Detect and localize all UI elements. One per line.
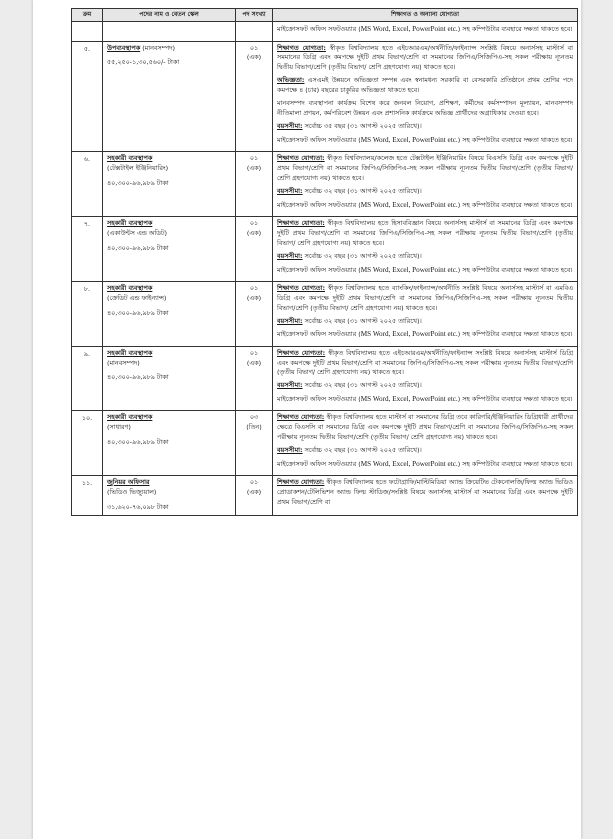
- serial-cell: [72, 346, 103, 411]
- age-limit-text: বয়সসীমা: সর্বোচ্চ ৩২ বছর (৩১ আগস্ট ২০২৫ তারিখে)।: [277, 316, 422, 325]
- age-limit-label: বয়সসীমা:: [277, 186, 303, 195]
- count-cell: [236, 346, 273, 411]
- table-row: [72, 216, 578, 281]
- post-count: ০১: [249, 283, 259, 292]
- serial-cell: [72, 476, 103, 516]
- post-title: সহকারী ব্যবস্থাপক: [107, 413, 153, 422]
- count-cell: [236, 411, 273, 476]
- computer-skill-text: মাইক্রোসফট অফিস সফটওয়্যার (MS Word, Excel, PowerPoint etc.) সহ কম্পিউটার ব্যবহারে দক্ষতা থাকতে হবে।: [277, 200, 573, 209]
- pay-scale: ৪০,৩০০-৯৬,৯৮৯ টাকা: [107, 178, 169, 187]
- education-text: শিক্ষাগত যোগ্যতা: স্বীকৃত বিশ্ববিদ্যালয় হতে ফটোগ্রাফি/মাল্টিমিডিয়া অ্যান্ড ক্রিয়েটিভ টেকনোলজি/ফিল্ম অ্যান্ড ভিডিও প্রোডাকশন/টেলিভিশন অ্যান্ড ফিল্ম স্টাডিজ/সংশ্লিষ্ট বিষয়ে অনার্সসহ মাস্টার্স বা সমমানের ডিগ্রি এবং কমপক্ষে দুইটি প্রথম বিভাগ/শ্রেণি বা: [277, 478, 573, 507]
- age-limit-text: বয়সসীমা: সর্বোচ্চ ৩৫ বছর (৩১ আগস্ট ২০২৫ তারিখে)।: [277, 122, 422, 130]
- post-department: (একাউন্টস এন্ড অডিট): [107, 228, 167, 237]
- post-count: ০১: [249, 43, 259, 52]
- age-limit-label: বয়সসীমা:: [277, 446, 303, 455]
- requirements-cell: [273, 216, 578, 281]
- post-title: সহকারী ব্যবস্থাপক: [107, 283, 153, 292]
- count-cell: [236, 281, 273, 346]
- education-label: শিক্ষাগত যোগ্যতা:: [277, 43, 326, 52]
- serial-cell: [72, 152, 103, 217]
- age-limit-text: বয়সসীমা: সর্বোচ্চ ৩২ বছর (৩১ আগস্ট ২০২৫ তারিখে)।: [277, 446, 422, 455]
- age-limit-text: বয়সসীমা: সর্বোচ্চ ৩২ বছর (৩১ আগস্ট ২০২৫ তারিখে)।: [277, 251, 422, 260]
- serial-cell: [72, 41, 103, 152]
- age-limit-label: বয়সসীমা:: [277, 381, 303, 390]
- education-text: শিক্ষাগত যোগ্যতা: স্বীকৃত বিশ্ববিদ্যালয় হতে হিসাববিজ্ঞান বিষয়ে অনার্সসহ মাস্টার্স বা সমমানের ডিগ্রি এবং কমপক্ষে দুইটি প্রথম বিভাগ/শ্রেণি বা সমমানের জিপিএ/সিজিপিএ-সহ সকল পরীক্ষায় ন্যূনতম দ্বিতীয় বিভাগ/শ্রেণি (তৃতীয় বিভাগ/ শ্রেণি গ্রহণযোগ্য নয়) থাকতে হবে।: [277, 218, 573, 247]
- post-department: (মানবসম্পদ): [107, 358, 140, 367]
- count-cell: [236, 41, 273, 152]
- serial-number: ৭.: [83, 219, 91, 228]
- count-cell: [236, 152, 273, 217]
- document-page: [33, 0, 581, 839]
- pay-scale: ৫৫,২৫০-১,৩০,৫৬০/- টাকা: [107, 58, 180, 67]
- pay-scale: ৪০,৩০০-৯৬,৯৮৯ টাকা: [107, 438, 169, 447]
- post-count: ০১: [249, 478, 259, 487]
- age-limit-label: বয়সসীমা:: [277, 316, 303, 325]
- header-serial: ক্রম: [72, 9, 103, 22]
- serial-number: ১০.: [81, 414, 93, 423]
- serial-number: ৯.: [83, 349, 91, 358]
- education-text: শিক্ষাগত যোগ্যতা: স্বীকৃত বিশ্ববিদ্যালয় হতে মাস্টার্স বা সমমানের ডিগ্রি তবে কারিগরি/ইঞ্জিনিয়ারিং ডিগ্রিধারী প্রার্থীদের ক্ষেত্রে বিএসসি বা সমমানের ডিগ্রি এবং কমপক্ষে দুইটি প্রথম বিভাগ/শ্রেণি বা সমমানের জিপিএ/সিজিপিএ-সহ সকল পরীক্ষায় ন্যূনতম দ্বিতীয় বিভাগ/শ্রেণি (তৃতীয় বিভাগ/ শ্রেণি গ্রহণযোগ্য নয়) থাকতে হবে।: [277, 413, 573, 442]
- post-cell: [103, 281, 236, 346]
- post-title: সহকারী ব্যবস্থাপক: [107, 154, 153, 163]
- serial-number: ৬.: [83, 155, 91, 164]
- computer-skill-text: মাইক্রোসফট অফিস সফটওয়্যার (MS Word, Excel, PowerPoint etc.) সহ কম্পিউটার ব্যবহারে দক্ষতা থাকতে হবে।: [277, 135, 573, 144]
- serial-cell: [72, 216, 103, 281]
- table-row: [72, 41, 578, 152]
- requirements-cell: [273, 22, 578, 41]
- post-department: (সাধারণ): [107, 423, 131, 432]
- post-count-words: (এক): [246, 293, 262, 302]
- count-cell: [236, 216, 273, 281]
- count-cell: [236, 22, 273, 41]
- post-title-suffix: (মানবসম্পদ): [140, 43, 175, 52]
- age-limit-text: বয়সসীমা: সর্বোচ্চ ৩২ বছর (৩১ আগস্ট ২০২৫ তারিখে)।: [277, 186, 422, 195]
- serial-cell: [72, 281, 103, 346]
- pay-scale: ৪০,৩০০-৯৬,৯৮৯ টাকা: [107, 373, 169, 382]
- computer-skill-text: মাইক্রোসফট অফিস সফটওয়্যার (MS Word, Excel, PowerPoint etc.) সহ কম্পিউটার ব্যবহারে দক্ষতা থাকতে হবে।: [277, 265, 573, 274]
- age-limit-text: বয়সসীমা: সর্বোচ্চ ৩২ বছর (৩১ আগস্ট ২০২৫ তারিখে)।: [277, 381, 422, 390]
- post-cell: [103, 411, 236, 476]
- serial-number: ১১.: [81, 479, 93, 488]
- education-text: শিক্ষাগত যোগ্যতা: স্বীকৃত বিশ্ববিদ্যালয় হতে ব্যাংকিং/ফাইন্যান্স/অর্থনীতি সংশ্লিষ্ট বিষয়ে অনার্সসহ মাস্টার্স বা এমবিএ ডিগ্রি এবং কমপক্ষে দুইটি প্রথম বিভাগ/শ্রেণি বা সমমানের জিপিএ/সিজিপিএ-সহ সকল পরীক্ষায় ন্যূনতম দ্বিতীয় বিভাগ/শ্রেণি (তৃতীয় বিভাগ/ শ্রেণি গ্রহণযোগ্য নয়) থাকতে হবে।: [277, 283, 573, 312]
- requirements-cell: [273, 346, 578, 411]
- education-text: শিক্ষাগত যোগ্যতা: স্বীকৃত বিশ্ববিদ্যালয়/কলেজ হতে টেক্সটাইল ইঞ্জিনিয়ারিং বিষয়ে বিএসসি ডিগ্রি এবং কমপক্ষে দুইটি প্রথম বিভাগ/শ্রেণি বা সমমানের জিপিএ/সিজিপিএ-সহ সকল পরীক্ষায় ন্যূনতম দ্বিতীয় বিভাগ/শ্রেণি (তৃতীয় বিভাগ/ শ্রেণি গ্রহণযোগ্য নয়) থাকতে হবে।: [277, 154, 573, 182]
- post-cell: [103, 41, 236, 152]
- serial-number: ৫.: [83, 44, 91, 53]
- post-title: সহকারী ব্যবস্থাপক: [107, 348, 153, 357]
- post-count-words: (এক): [246, 488, 262, 497]
- education-text: শিক্ষাগত যোগ্যতা: স্বীকৃত বিশ্ববিদ্যালয় হতে এইচআরএম/অর্থনীতি/ফাইন্যান্স সংশ্লিষ্ট বিষয়ে অনার্সসহ মাস্টার্স বা সমমানের ডিগ্রি এবং কমপক্ষে দুইটি প্রথম বিভাগ/শ্রেণি বা সমমানের জিপিএ/সিজিপিএ-সহ সকল পরীক্ষায় ন্যূনতম দ্বিতীয় বিভাগ/শ্রেণি (তৃতীয় বিভাগ/ শ্রেণি গ্রহণযোগ্য নয়) থাকতে হবে।: [277, 43, 573, 72]
- post-cell: [103, 346, 236, 411]
- education-label: শিক্ষাগত যোগ্যতা:: [277, 283, 326, 292]
- post-title: সহকারী ব্যবস্থাপক: [107, 218, 153, 227]
- post-cell: [103, 476, 236, 516]
- header-requirements: শিক্ষাগত ও অন্যান্য যোগ্যতা: [273, 9, 578, 22]
- requirements-cell: [273, 281, 578, 346]
- computer-skill-text: মাইক্রোসফট অফিস সফটওয়্যার (MS Word, Excel, PowerPoint etc.) সহ কম্পিউটার ব্যবহারে দক্ষতা থাকতে হবে।: [277, 330, 573, 339]
- job-requirements-table: [71, 8, 578, 516]
- post-cell: [103, 216, 236, 281]
- pay-scale: ৪০,৩০০-৯৬,৯৮৯ টাকা: [107, 308, 169, 317]
- post-count: ০৩: [249, 413, 259, 422]
- post-department: (ক্রেডিট এন্ড ফাইন্যান্স): [107, 293, 167, 302]
- requirements-cell: [273, 411, 578, 476]
- pay-scale: ৪০,৩০০-৯৬,৯৮৯ টাকা: [107, 243, 169, 252]
- education-label: শিক্ষাগত যোগ্যতা:: [277, 478, 325, 487]
- post-count: ০১: [249, 348, 259, 357]
- requirements-cell: [273, 41, 578, 152]
- post-title: জুনিয়র অফিসার: [107, 478, 150, 487]
- education-label: শিক্ষাগত যোগ্যতা:: [277, 413, 325, 422]
- table-row: [72, 152, 578, 217]
- post-count-words: (তিন): [246, 423, 262, 432]
- post-count-words: (এক): [246, 228, 262, 237]
- table-row: [72, 411, 578, 476]
- header-post: পদের নাম ও বেতন স্কেল: [103, 9, 236, 22]
- table-row: [72, 281, 578, 346]
- post-count: ০১: [249, 154, 259, 163]
- post-department: (ভিডিও ভিজ্যুয়াল): [107, 488, 157, 497]
- count-cell: [236, 476, 273, 516]
- age-limit-label: বয়সসীমা:: [277, 122, 303, 130]
- continuation-row: [72, 22, 578, 41]
- pay-scale: ৩১,৬২০-৭৬,০৯৮ টাকা: [107, 503, 169, 512]
- serial-cell: [72, 411, 103, 476]
- post-department: (টেক্সটাইল ইঞ্জিনিয়ারিং): [107, 164, 169, 172]
- table-row: [72, 476, 578, 516]
- experience-extra-text: মানবসম্পদ ব্যবস্থাপনা কার্যক্রম বিশেষ করে জনবল নিয়োগ, প্রশিক্ষণ, কর্মীদের কর্মসম্পাদন মূল্যায়ন, মানবসম্পদ নীতিমালা প্রণয়ন, কর্মপরিবেশ উন্নয়ন এবং প্রশাসনিক কার্যক্রমে অভিজ্ঞ প্রার্থীদের অগ্রাধিকার দেওয়া হবে।: [277, 99, 573, 118]
- post-cell: [103, 22, 236, 41]
- requirements-cell: [273, 476, 578, 516]
- table-header-row: [72, 9, 578, 22]
- serial-cell: [72, 22, 103, 41]
- experience-label: অভিজ্ঞতা:: [277, 76, 305, 85]
- education-label: শিক্ষাগত যোগ্যতা:: [277, 218, 325, 227]
- education-label: শিক্ষাগত যোগ্যতা:: [277, 348, 326, 357]
- education-label: শিক্ষাগত যোগ্যতা:: [277, 154, 325, 163]
- header-count: পদ সংখ্যা: [236, 9, 273, 22]
- computer-skill-text: মাইক্রোসফট অফিস সফটওয়্যার (MS Word, Excel, PowerPoint etc.) সহ কম্পিউটার ব্যবহারে দক্ষতা থাকতে হবে।: [277, 460, 573, 469]
- serial-number: ৮.: [83, 284, 91, 293]
- post-count-words: (এক): [246, 164, 262, 172]
- table-row: [72, 346, 578, 411]
- computer-skill-text: মাইক্রোসফট অফিস সফটওয়্যার (MS Word, Excel, PowerPoint etc.) সহ কম্পিউটার ব্যবহারে দক্ষতা থাকতে হবে।: [277, 395, 573, 404]
- post-count: ০১: [249, 218, 259, 227]
- post-cell: [103, 152, 236, 217]
- age-limit-label: বয়সসীমা:: [277, 251, 303, 260]
- computer-skill-text: মাইক্রোসফট অফিস সফটওয়্যার (MS Word, Excel, PowerPoint etc.) সহ কম্পিউটার ব্যবহারে দক্ষতা থাকতে হবে।: [277, 25, 573, 34]
- post-title: উপব্যবস্থাপক: [107, 43, 141, 52]
- post-count-words: (এক): [246, 358, 262, 367]
- experience-text: অভিজ্ঞতা: এসএমই উন্নয়নে অভিজ্ঞতা সম্পন্ন এবং স্বনামধন্য সরকারি বা বেসরকারি প্রতিষ্ঠানে প্রথম শ্রেণির পদে কমপক্ষে ৪ (চার) বছরের চাকুরির অভিজ্ঞতা থাকতে হবে।: [277, 76, 573, 95]
- post-count-words: (এক): [246, 53, 262, 62]
- education-text: শিক্ষাগত যোগ্যতা: স্বীকৃত বিশ্ববিদ্যালয় হতে এইচআরএম/অর্থনীতি/ফাইন্যান্স সংশ্লিষ্ট বিষয়ে অনার্সসহ মাস্টার্স ডিগ্রি এবং কমপক্ষে দুইটি প্রথম বিভাগ/শ্রেণি বা সমমানের জিপিএ/সিজিপিএ-সহ সকল পরীক্ষায় ন্যূনতম দ্বিতীয় বিভাগ/শ্রেণি (তৃতীয় বিভাগ/ শ্রেণি গ্রহণযোগ্য নয়) থাকতে হবে।: [277, 348, 573, 377]
- requirements-cell: [273, 152, 578, 217]
